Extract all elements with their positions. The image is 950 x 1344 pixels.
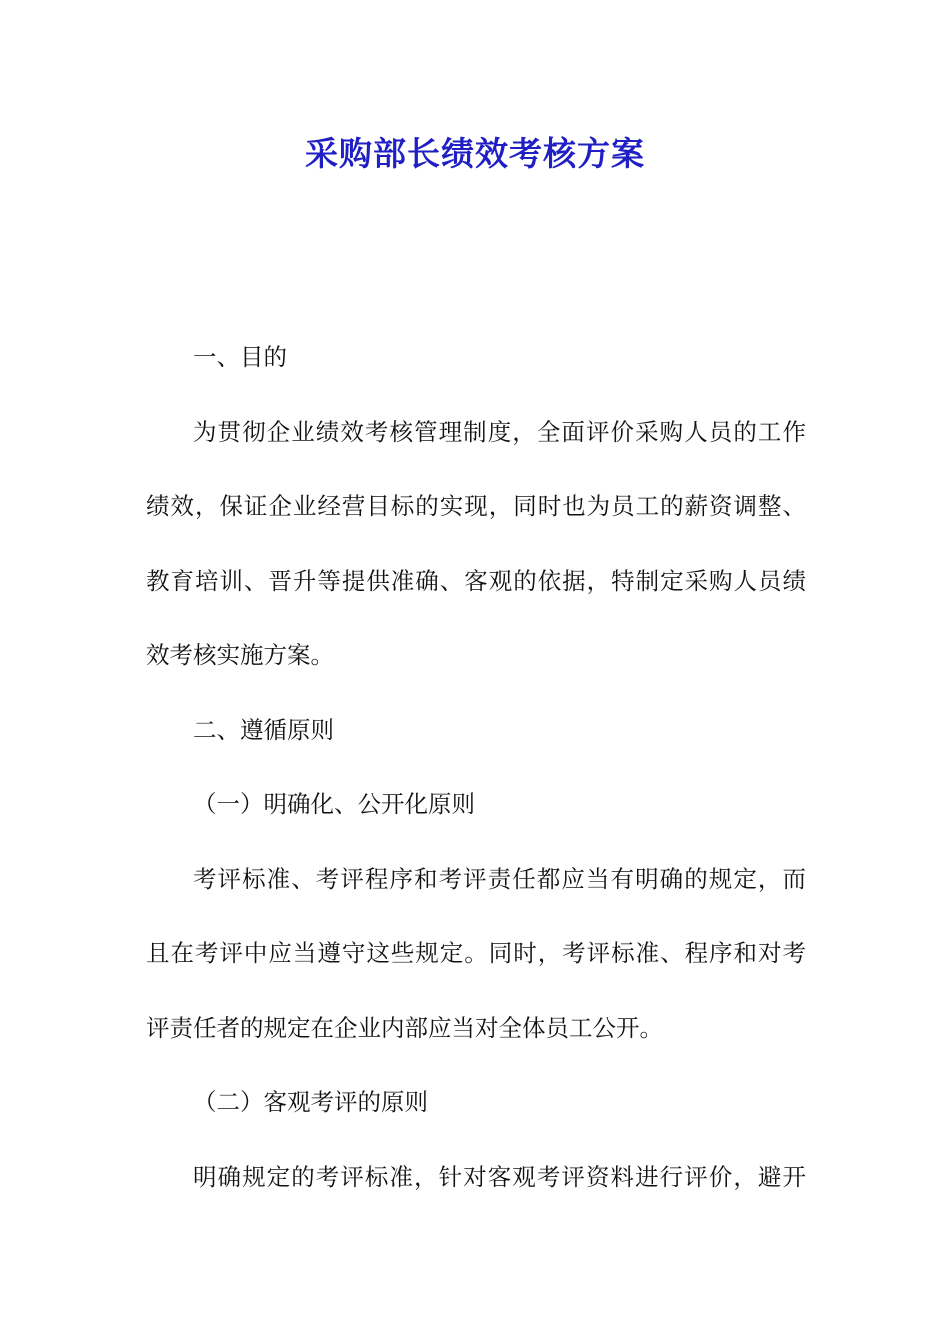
paragraph-line: 且在考评中应当遵守这些规定。同时，考评标准、程序和对考 <box>146 939 806 967</box>
subsection-heading: （二）客观考评的原则 <box>193 1088 428 1116</box>
section-heading-principles: 二、遵循原则 <box>193 715 334 744</box>
paragraph-line: 考评标准、考评程序和考评责任都应当有明确的规定，而 <box>193 864 806 893</box>
section-heading-purpose: 一、目的 <box>193 343 287 371</box>
paragraph-line: 绩效，保证企业经营目标的实现，同时也为员工的薪资调整、 <box>146 492 806 520</box>
paragraph-line: 明确规定的考评标准，针对客观考评资料进行评价，避开 <box>193 1162 806 1191</box>
paragraph-line: 教育培训、晋升等提供准确、客观的依据，特制定采购人员绩 <box>146 566 806 595</box>
document-body <box>146 320 806 1214</box>
paragraph-line: 评责任者的规定在企业内部应当对全体员工公开。 <box>146 1013 663 1042</box>
subsection-heading: （一）明确化、公开化原则 <box>193 790 475 818</box>
document-title: 采购部长绩效考核方案 <box>305 134 645 173</box>
paragraph-line: 效考核实施方案。 <box>146 641 334 669</box>
paragraph-line: 为贯彻企业绩效考核管理制度，全面评价采购人员的工作 <box>193 417 806 446</box>
